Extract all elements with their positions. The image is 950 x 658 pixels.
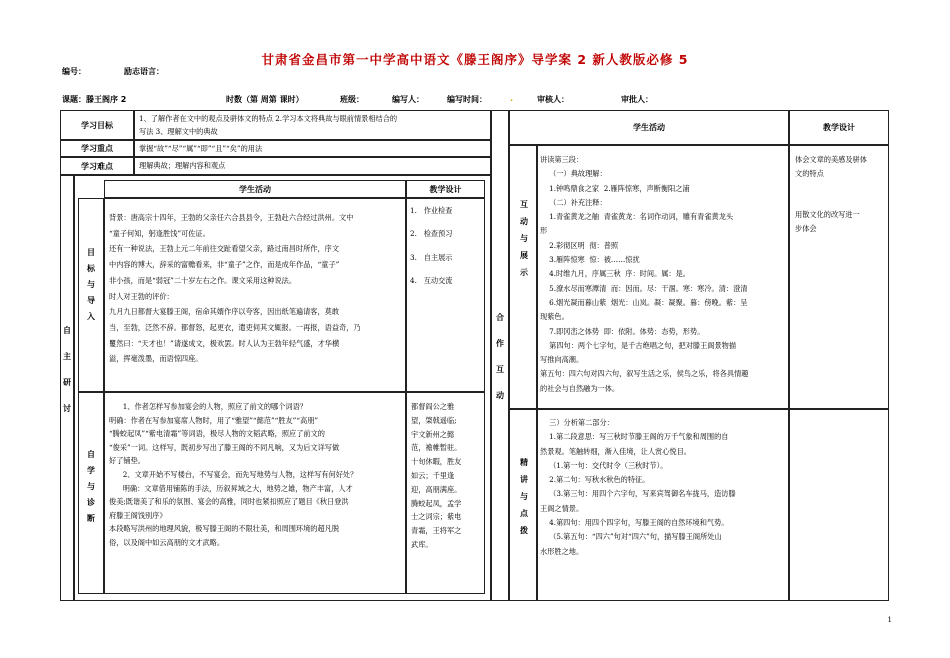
interact-design: 体会文章的美感及骈体 文的特点 用散文化的改写进一 步体会 [795,155,867,233]
interact-design-cell [789,145,889,409]
interact-label: 互动与展示 [520,200,528,277]
goals-cell [134,110,491,140]
intro-design-item: 2. 检查预习 [410,229,453,238]
goals-label: 学习目标 [60,110,134,140]
class-label: 班级： [340,95,364,104]
intro-label-cell [78,198,104,392]
intro-cell [104,198,406,392]
written-time-label: 编写时间： [447,95,487,104]
self-study-label: 自主研讨 [63,326,71,413]
decorative-dot: . [510,94,514,103]
right-student-activity-header: 学生活动 [509,110,789,145]
approver-label: 审批人： [621,95,653,104]
selfstudy-design-cell [406,392,485,594]
explain-cell [537,409,789,601]
cooperate-label: 合作互动 [496,313,504,400]
selfstudy-label: 自学与诊断 [87,450,95,523]
keypoints-cell [134,140,491,157]
selfstudy-design: 都督阎公之雅 望，棨戟遥临; 宇文新州之懿 范，襜帷暂驻。 十旬休暇，胜友 如云；千里逢 迎，高朋满座。 腾蛟起凤，孟学 士之词宗；紫电 青霜，王将军之 武库。 [411,402,462,549]
selfstudy-label-cell [78,392,104,594]
left-student-activity-header: 学生活动 [104,180,406,198]
explain-label: 精讲与点拨 [520,458,528,535]
number-label: 编号： [62,67,86,76]
keypoints-text: 掌握“故”“尽”“属”“即”“且”“矣”的用法 [139,144,263,153]
goals-text: 1、了解作者在文中的观点及骈体文的特点 2.学习本文将典故与眼前情景相结合的 写法 3、理解文中的典故 [139,114,398,136]
time-label: 时数（第 周第 课时） [226,95,304,104]
difficulty-label: 学习难点 [60,157,134,175]
intro-design-item: 1. 作业检查 [410,206,453,215]
self-study-column [60,175,74,601]
selfstudy-text: 1、作者怎样写参加宴会的人物，照应了前文的哪个词语？ 明确：作者在写参加宴席人物时，用了“雅望”“懿范”“胜友”“高朋” “腾蛟起凤”“紫电清霜”等词语，极尽人物的文韬武略，照应了前文的 “俊采”一词。这样写，既初步写出了滕王阁的不同凡响，又为后文详写做 好了铺垫。 2、文章开始不写楼台，不写宴会，而先写地势与人物，这样写有何好处？ 明确：文章借用铺陈的手法，历叙昇域之大，地势之雄，物产丰富，人才 俊美;既谐美了和乐的氛围、宴会的高雅，同时也紧扣照应了题目《秋日登洪 府滕王阁饯别序》 本段略写洪州的地理风貌，极写滕王阁的不限壮美，和周围环境的超凡脱 俗，以及阁中如云高朋的文才武略。 [109,402,358,547]
author-label: 编写人： [392,95,424,104]
difficulty-text: 理解典故；理解内容和观点 [139,161,226,170]
selfstudy-cell [104,392,406,594]
interact-text: 讲读第三段： （一）典故理解： 1.钟鸣鼎食之家 2.雁阵惊寒，声断衡阳之浦 （二）补充注释： 1.青雀黄龙之舳 青雀黄龙：名词作动词，雕有青雀黄龙头 形 2.彩彻区明 彻：普照 3.雁阵惊寒 惊：被……惊扰 4.时维九月，序属三秋 序：时间。属：是。 5.潦水尽而寒潭清 而：因而。尽：干涸。寒：寒冷。清：澄清 6.烟光凝而暮山紫 烟光：山岚。凝：凝聚。暮：傍晚。紫：呈 现紫色。 7.即冈峦之体势 即：依附。体势：态势，形势。 第四句：两个七字句，是千古绝唱之句，把对滕王阁景物描 写推向高潮。 第五句：四六句对四六句，叙写生活之乐，侯鸟之乐，将各具情趣 的社会与自然融为一体。 [540,155,749,393]
intro-text: 背景：唐高宗十四年，王勃的父亲任六合县县令，王勃赴六合经过洪州。文中 “童子何知，躬逢胜饯”可佐证。 还有一种说法，王勃上元二年前往交趾看望父亲，路过南昌时所作，序文 中内容的博大，辞采的富赡看来，非“童子”之作，而是成年作品，“童子” 非小孩，而是“弱冠”二十岁左右之作。课文采用这种说法。 时人对王勃的评价： 九月九日都督大宴滕王阁，宿命其婿作序以夸客，因出纸笔遍请客，莫敢 当，至勃，泛然不辞。都督怒，起更衣，遣吏伺其文辄报。一再报，语益奇，乃 矍然曰：“天才也！”请遂成文，极欢罢。时人认为王勃年轻气盛，才华横 溢，挥毫泼墨，而语惊四座。 [109,213,361,364]
cooperate-column [491,110,509,601]
interact-label-cell [509,145,537,409]
explain-label-cell [509,409,537,601]
topic-label: 课题：滕王阁序 2 [62,95,127,104]
keypoints-label: 学习重点 [60,140,134,157]
reviewer-label: 审核人： [537,95,569,104]
explain-design-cell [789,409,889,601]
page-title: 甘肃省金昌市第一中学高中语文《滕王阁序》导学案 2 新人教版必修 5 [261,52,689,67]
difficulty-cell [134,157,491,175]
intro-design-cell [406,198,485,392]
left-teaching-design-header: 教学设计 [406,180,485,198]
interact-cell [537,145,789,409]
explain-text: 三）分析第二部分： 1.第二段意思：写三秋时节滕王阁的万千气象和周围的自 然景观。笔触转细，渐入佳境，让人赏心悦目。 （1.第一句：交代时令（三秋时节）。 2.第二句：写秋水秋色的特征。 （3.第三句：用四个六字句，写来宾驾御名车拢马，造访滕 王阁之情景。 4.第四句：用四个四字句，写滕王阁的自然环境和气势。 （5.第五句：“四六”句对“四六”句，描写滕王阁所处山 水形胜之地。 [540,418,736,556]
intro-label: 目标与导入 [87,248,95,321]
page-number: 1 [887,616,892,624]
intro-design-item: 4. 互动交流 [410,276,453,285]
motto-label: 励志语言： [124,67,164,76]
intro-design-item: 3. 自主展示 [410,253,453,262]
right-teaching-design-header: 教学设计 [789,110,889,145]
